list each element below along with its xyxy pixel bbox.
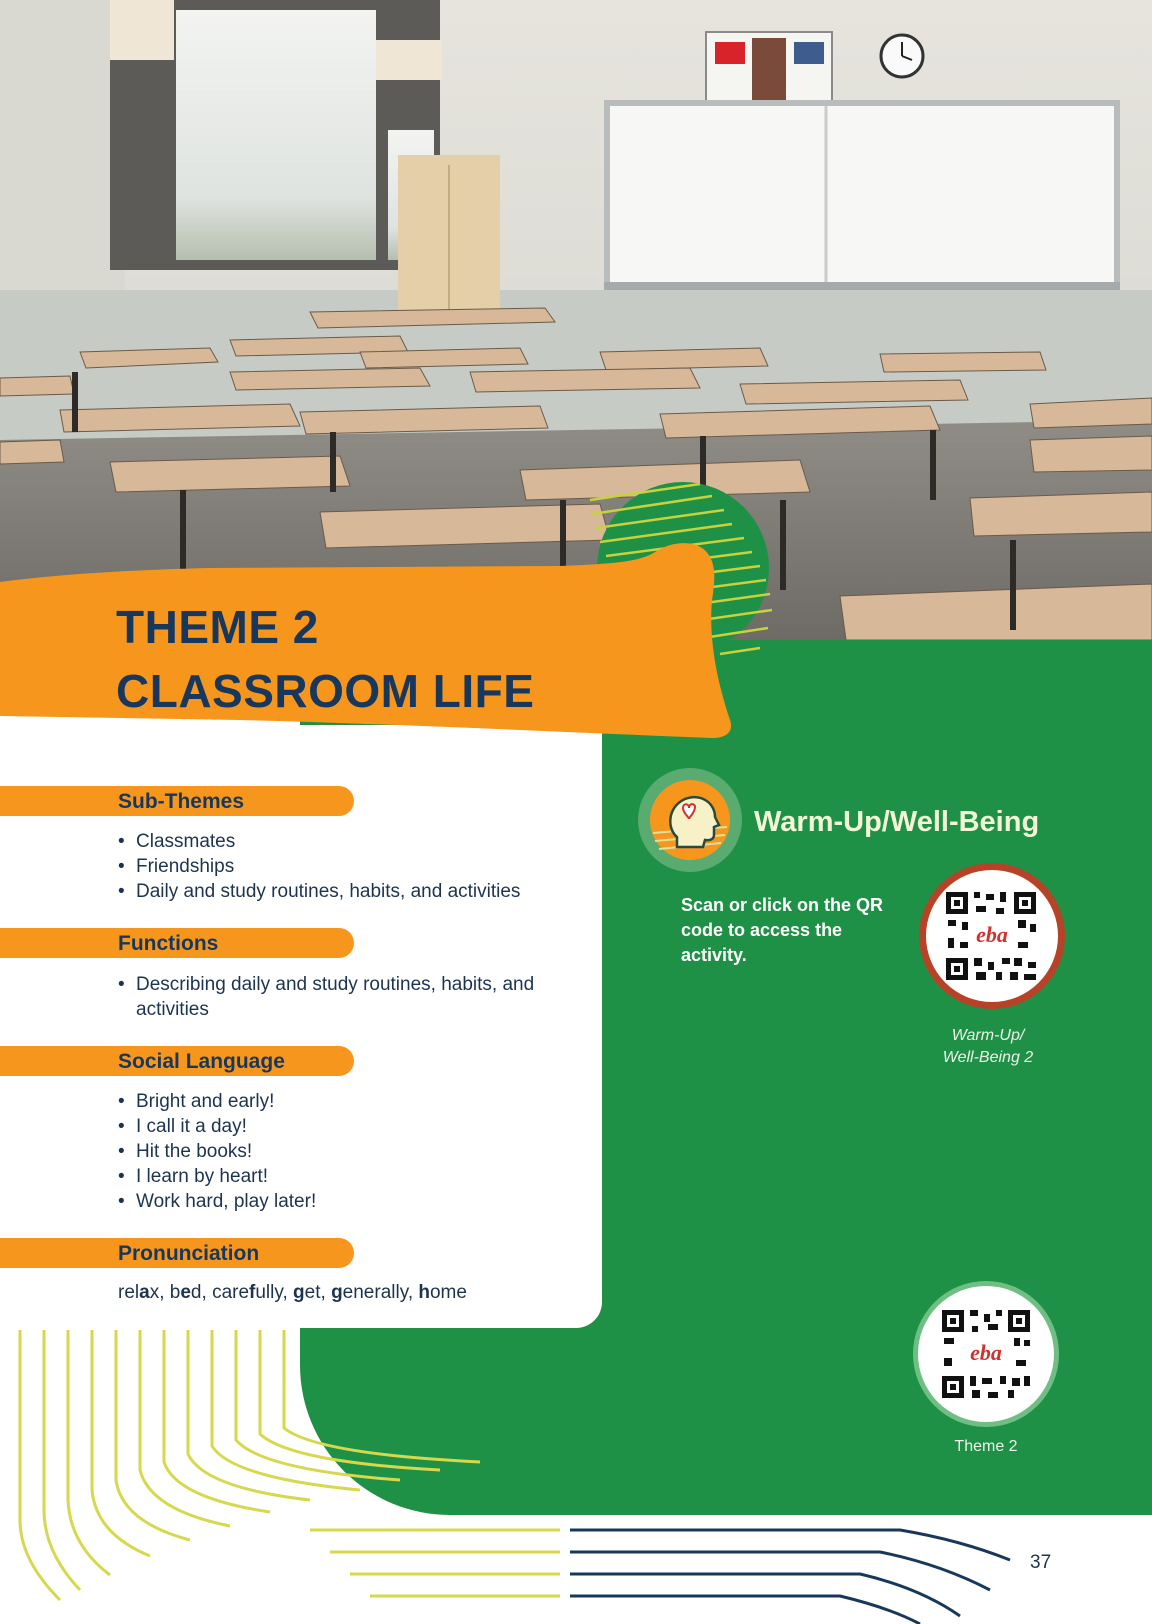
list-item: • Classmates xyxy=(118,829,566,854)
warm-up-heading: Warm-Up/Well-Being xyxy=(754,806,1040,838)
pronunciation-word: relax xyxy=(118,1282,160,1303)
list-item: • Hit the books! xyxy=(118,1139,566,1164)
functions-list xyxy=(118,972,566,1022)
functions-label: Functions xyxy=(118,932,219,955)
pronunciation-header xyxy=(0,1238,354,1268)
sub-themes-header xyxy=(0,786,354,816)
page-number: 37 xyxy=(1030,1552,1052,1573)
social-language-header xyxy=(0,1046,354,1076)
social-language-label: Social Language xyxy=(118,1050,285,1073)
list-item: • Daily and study routines, habits, and activities xyxy=(118,879,566,904)
eba-logo: eba xyxy=(976,922,1008,947)
qr-code-theme[interactable] xyxy=(912,1280,1060,1428)
head-with-heart-icon xyxy=(637,767,743,873)
pronunciation-word: carefully xyxy=(212,1282,283,1303)
pronunciation-word: get xyxy=(293,1282,321,1303)
theme-number: THEME 2 xyxy=(116,601,319,653)
pronunciation-word: generally xyxy=(331,1282,408,1303)
list-item: • Friendships xyxy=(118,854,566,879)
list-item: • Work hard, play later! xyxy=(118,1189,566,1214)
qr-caption-theme: Theme 2 xyxy=(954,1438,1018,1455)
qr-code-warm-up[interactable] xyxy=(918,862,1066,1010)
list-item: • Describing daily and study routines, habits, and activities xyxy=(118,972,566,1022)
pronunciation-word: home xyxy=(418,1282,467,1303)
qr-caption-warm-up: Warm-Up/ Well-Being 2 xyxy=(942,1027,1034,1066)
social-language-list xyxy=(118,1089,566,1214)
functions-header xyxy=(0,928,354,958)
theme-title: CLASSROOM LIFE xyxy=(116,665,535,717)
pronunciation-label: Pronunciation xyxy=(118,1242,260,1265)
pronunciation-words: relax, bed, carefully, get, generally, home xyxy=(118,1282,467,1303)
eba-logo: eba xyxy=(970,1340,1002,1365)
sub-themes-label: Sub-Themes xyxy=(118,790,245,813)
pronunciation-word: bed xyxy=(169,1282,202,1303)
sub-themes-list xyxy=(118,829,566,904)
scan-instructions: Scan or click on the QR code to access the activity. xyxy=(681,895,884,965)
list-item: • I learn by heart! xyxy=(118,1164,566,1189)
list-item: • Bright and early! xyxy=(118,1089,566,1114)
list-item: • I call it a day! xyxy=(118,1114,566,1139)
